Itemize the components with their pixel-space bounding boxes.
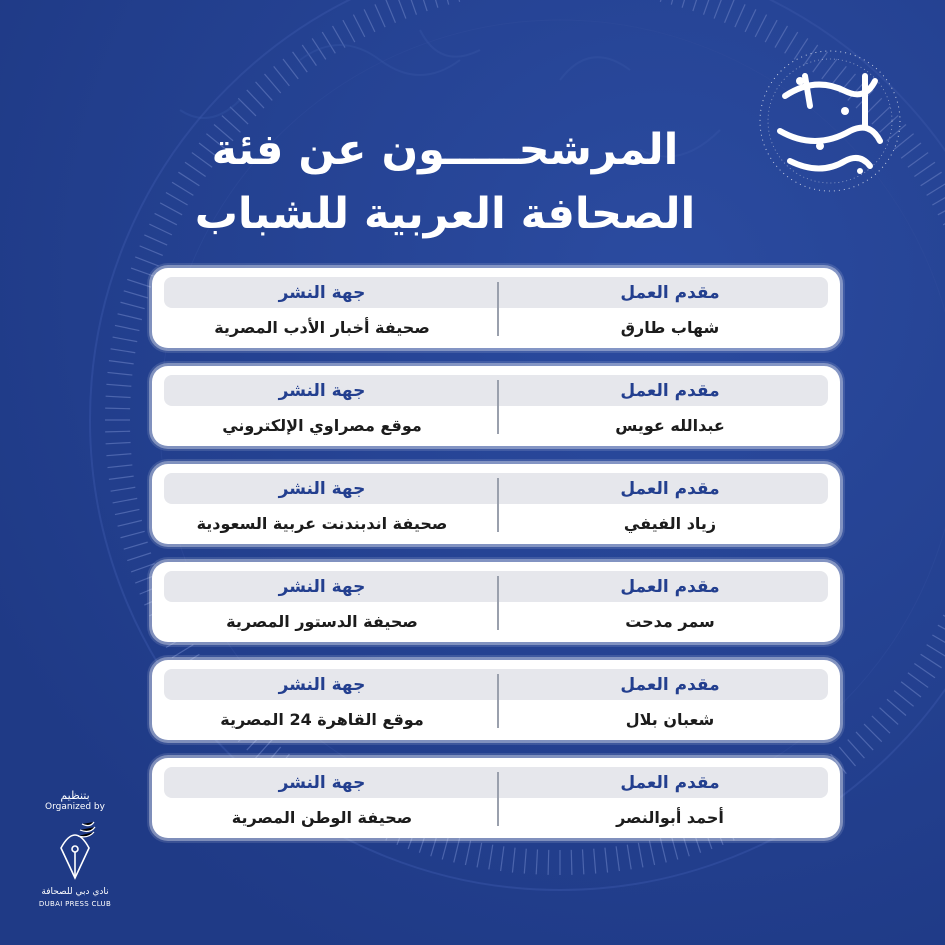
nominee-name: زياد الفيفي <box>623 514 717 533</box>
publisher-label: جهة النشر <box>278 773 366 793</box>
card-divider <box>497 380 499 434</box>
nominee-publisher: صحيفة الدستور المصرية <box>226 612 418 631</box>
pen-nib-icon <box>52 818 98 880</box>
nominee-publisher: صحيفة أخبار الأدب المصرية <box>214 318 430 337</box>
card-divider <box>497 282 499 336</box>
nominee-card <box>152 366 840 446</box>
ring-tick <box>105 408 130 409</box>
page-title <box>150 118 740 246</box>
nominee-name: شهاب طارق <box>620 318 720 337</box>
presenter-label: مقدم العمل <box>620 381 720 401</box>
organizer-name-en: DUBAI PRESS CLUB <box>38 900 112 908</box>
organizer-name-ar: نادي دبي للصحافة <box>41 887 109 897</box>
presenter-label: مقدم العمل <box>620 675 720 695</box>
title-line-2: الصحافة العربية للشباب <box>194 189 696 239</box>
nominees-list <box>152 268 840 856</box>
nominee-name: أحمد أبوالنصر <box>616 808 724 827</box>
publisher-label: جهة النشر <box>278 479 366 499</box>
publisher-label: جهة النشر <box>278 577 366 597</box>
organizer-label-ar: بتنظيم <box>60 789 90 802</box>
nominee-publisher: صحيفة الوطن المصرية <box>231 808 413 827</box>
nominee-card <box>152 758 840 838</box>
nominee-publisher: صحيفة اندبندنت عربية السعودية <box>196 514 448 533</box>
nominee-card <box>152 464 840 544</box>
nominee-name: شعبان بلال <box>625 710 715 729</box>
presenter-label: مقدم العمل <box>620 577 720 597</box>
title-line-1: المرشحـــــون عن فئة <box>211 125 679 175</box>
card-divider <box>497 674 499 728</box>
award-logo-icon <box>745 36 915 206</box>
presenter-label: مقدم العمل <box>620 283 720 303</box>
card-divider <box>497 772 499 826</box>
organizer-label-en: Organized by <box>45 802 105 812</box>
card-divider <box>497 478 499 532</box>
publisher-label: جهة النشر <box>278 283 366 303</box>
ring-tick <box>105 431 130 432</box>
nominee-publisher: موقع القاهرة 24 المصرية <box>220 710 424 729</box>
publisher-label: جهة النشر <box>278 381 366 401</box>
nominee-card <box>152 562 840 642</box>
nominee-publisher: موقع مصراوي الإلكتروني <box>222 416 422 435</box>
nominee-card <box>152 268 840 348</box>
nominee-card <box>152 660 840 740</box>
nominee-name: سمر مدحت <box>625 612 715 631</box>
nominee-name: عبدالله عويس <box>615 416 725 435</box>
presenter-label: مقدم العمل <box>620 479 720 499</box>
card-divider <box>497 576 499 630</box>
publisher-label: جهة النشر <box>278 675 366 695</box>
presenter-label: مقدم العمل <box>620 773 720 793</box>
